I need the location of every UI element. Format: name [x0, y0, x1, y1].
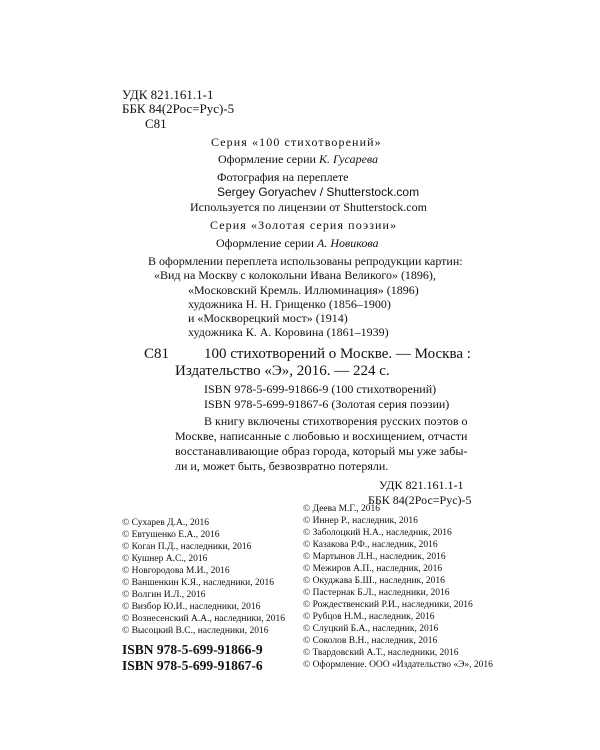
copyright-left: © Волгин И.Л., 2016 — [122, 590, 206, 600]
catalog-bbk: ББК 84(2Рос=Рус)-5 — [368, 493, 472, 507]
catalog-title — [204, 347, 471, 362]
annotation-line: восстанавливающие образ города, который мы уже забы- — [175, 444, 468, 458]
catalog-publisher: Издательство «Э», 2016. — 224 с. — [175, 363, 390, 379]
copyright-left: © Визбор Ю.И., наследники, 2016 — [122, 602, 261, 612]
catalog-udk: УДК 821.161.1-1 — [379, 478, 464, 492]
catalog-isbn-1: ISBN 978-5-699-91866-9 (100 стихотворений) — [204, 382, 437, 396]
copyright-left: © Кушнер А.С., 2016 — [122, 554, 208, 564]
copyright-left: © Евтушенко Е.А., 2016 — [122, 530, 220, 540]
annotation-line: Москве, написанные с любовью и восхищением, отчасти — [175, 429, 468, 443]
copyright-right: © Окуджава Б.Ш., наследник, 2016 — [303, 576, 445, 586]
copyright-right: © Межиров А.П., наследник, 2016 — [303, 564, 443, 574]
series-title-1: Серия «100 стихотворений» — [211, 135, 382, 149]
copyright-right: © Оформление. ООО «Издательство «Э», 2016 — [303, 660, 493, 670]
copyright-left: © Высоцкий В.С., наследники, 2016 — [122, 626, 269, 636]
catalog-isbn-2: ISBN 978-5-699-91867-6 (Золотая серия поэзии) — [204, 397, 450, 411]
copyright-left: © Вознесенский А.А., наследники, 2016 — [122, 614, 285, 624]
license-note: Используется по лицензии от Shutterstock.com — [190, 200, 427, 214]
series-design-2 — [216, 237, 378, 249]
cover-art-line: В оформлении переплета использованы репродукции картин: — [148, 254, 463, 268]
copyright-right: © Рубцов Н.М., наследник, 2016 — [303, 612, 435, 622]
copyright-left: © Ваншенкин К.Я., наследники, 2016 — [122, 578, 274, 588]
catalog-title-text: 100 стихотворений о Москве. — Москва : — [204, 346, 471, 362]
copyright-right: © Иннер Р., наследник, 2016 — [303, 516, 418, 526]
series-designer: К. Гусарева — [318, 152, 379, 166]
copyright-right: © Рождественский Р.И., наследники, 2016 — [303, 600, 473, 610]
copyright-right: © Пастернак Б.Л., наследники, 2016 — [303, 588, 450, 598]
copyright-right: © Казакова Р.Ф., наследник, 2016 — [303, 540, 438, 550]
copyright-left: © Новгородова М.И., 2016 — [122, 566, 230, 576]
bbk-code: ББК 84(2Рос=Рус)-5 — [122, 101, 235, 116]
series-title-2: Серия «Золотая серия поэзии» — [210, 218, 398, 232]
cover-art-line: художника К. А. Коровина (1861–1939) — [188, 325, 389, 339]
udk-code: УДК 821.161.1-1 — [122, 87, 214, 102]
copyright-right: © Твардовский А.Т., наследники, 2016 — [303, 648, 459, 658]
catalog-author-mark: С81 — [144, 346, 170, 362]
copyright-right: © Соколов В.Н., наследник, 2016 — [303, 636, 438, 646]
copyright-right: © Мартынов Л.Н., наследник, 2016 — [303, 552, 446, 562]
annotation-line: ли и, может быть, безвозвратно потеряли. — [175, 459, 389, 473]
cover-art-line: и «Москворецкий мост» (1914) — [188, 311, 348, 325]
series-design-label: Оформление серии — [218, 152, 316, 166]
copyright-left: © Сухарев Д.А., 2016 — [122, 518, 209, 528]
copyright-left: © Коган П.Д., наследники, 2016 — [122, 542, 252, 552]
photo-label: Фотография на переплете — [217, 170, 349, 184]
cover-art-line: «Московский Кремль. Иллюминация» (1896) — [188, 283, 419, 297]
copyright-right: © Деева М.Г., 2016 — [303, 504, 380, 514]
photo-credit: Sergey Goryachev / Shutterstock.com — [217, 185, 420, 199]
series-design-label: Оформление серии — [216, 236, 314, 250]
bottom-isbn-1: ISBN 978-5-699-91866-9 — [122, 642, 263, 657]
series-designer: А. Новикова — [316, 236, 379, 250]
cover-art-line: художника Н. Н. Грищенко (1856–1900) — [188, 297, 391, 311]
author-mark: С81 — [145, 116, 167, 131]
copyright-right: © Слуцкий Б.А., наследник, 2016 — [303, 624, 439, 634]
cover-art-line: «Вид на Москву с колокольни Ивана Великого» (1896), — [154, 268, 436, 282]
series-design-1 — [218, 153, 378, 165]
annotation-line: В книгу включены стихотворения русских поэтов о — [204, 414, 468, 428]
copyright-right: © Заболоцкий Н.А., наследник, 2016 — [303, 528, 452, 538]
bottom-isbn-2: ISBN 978-5-699-91867-6 — [122, 658, 263, 673]
